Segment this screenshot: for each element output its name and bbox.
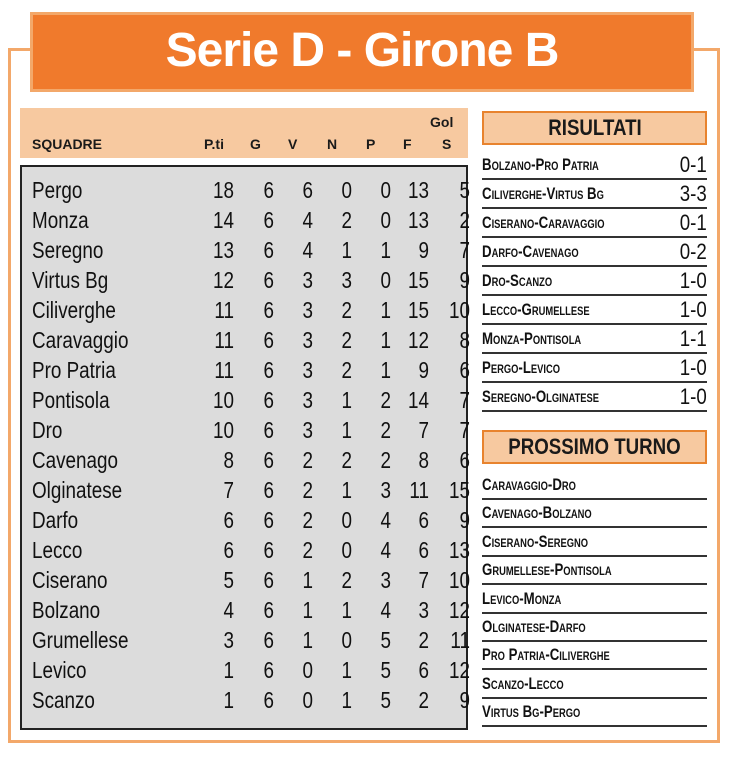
stat-v: 6 xyxy=(302,177,313,203)
stat-g: 6 xyxy=(263,597,274,623)
stat-p: 1 xyxy=(380,357,391,383)
result-row xyxy=(482,180,707,209)
stat-n: 1 xyxy=(341,477,352,503)
stat-p: 4 xyxy=(380,537,391,563)
stat-f: 11 xyxy=(409,477,429,503)
stat-p: 3 xyxy=(380,567,391,593)
stat-n: 2 xyxy=(341,357,352,383)
team-name: Seregno xyxy=(32,237,104,263)
fixture-row xyxy=(482,556,707,585)
stat-p: 4 xyxy=(380,507,391,533)
stat-pts: 1 xyxy=(223,687,234,713)
team-name: Bolzano xyxy=(32,597,101,623)
team-name: Monza xyxy=(32,207,89,233)
team-name: Grumellese xyxy=(32,627,129,653)
table-row xyxy=(22,205,470,235)
stat-f: 15 xyxy=(408,297,429,323)
result-match: Monza-Pontisola xyxy=(482,329,582,348)
stat-pts: 4 xyxy=(223,597,234,623)
stat-s: 7 xyxy=(459,417,470,443)
stat-n: 0 xyxy=(341,507,352,533)
stat-pts: 6 xyxy=(223,507,234,533)
result-score: 0-1 xyxy=(679,152,707,177)
stat-p: 2 xyxy=(380,417,391,443)
fixture-row xyxy=(482,641,707,670)
table-row xyxy=(22,235,470,265)
stat-n: 1 xyxy=(341,597,352,623)
table-row xyxy=(22,175,470,205)
result-match: Dro-Scanzo xyxy=(482,271,553,290)
results-title-box xyxy=(482,111,707,145)
fixture-match: Scanzo-Lecco xyxy=(482,673,564,693)
team-name: Levico xyxy=(32,657,87,683)
stat-pts: 12 xyxy=(213,267,234,293)
table-row xyxy=(22,415,470,445)
stat-n: 1 xyxy=(341,687,352,713)
stat-v: 3 xyxy=(302,417,313,443)
table-row xyxy=(22,625,470,655)
stat-g: 6 xyxy=(263,387,274,413)
stat-f: 7 xyxy=(418,417,429,443)
stat-s: 8 xyxy=(459,327,470,353)
result-row xyxy=(482,238,707,267)
stat-p: 1 xyxy=(380,237,391,263)
stat-pts: 11 xyxy=(214,297,234,323)
col-header-team: SQUADRE xyxy=(32,136,103,152)
stat-v: 1 xyxy=(302,567,313,593)
stat-p: 5 xyxy=(380,687,391,713)
team-name: Caravaggio xyxy=(32,327,129,353)
stat-n: 1 xyxy=(341,657,352,683)
result-row xyxy=(482,296,707,325)
stat-g: 6 xyxy=(263,657,274,683)
result-row xyxy=(482,354,707,383)
stat-g: 6 xyxy=(263,447,274,473)
stat-g: 6 xyxy=(263,417,274,443)
fixture-match: Grumellese-Pontisola xyxy=(482,560,612,580)
stat-f: 6 xyxy=(418,507,429,533)
page-title: Serie D - Girone B xyxy=(165,24,559,77)
stat-pts: 3 xyxy=(223,627,234,653)
table-row xyxy=(22,475,470,505)
stat-g: 6 xyxy=(263,537,274,563)
stat-s: 2 xyxy=(459,207,470,233)
result-match: Bolzano-Pro Patria xyxy=(482,155,599,174)
team-name: Ciserano xyxy=(32,567,108,593)
stat-v: 3 xyxy=(302,357,313,383)
stat-s: 7 xyxy=(459,387,470,413)
result-row xyxy=(482,267,707,296)
team-name: Lecco xyxy=(32,537,83,563)
stat-v: 2 xyxy=(302,507,313,533)
stat-n: 0 xyxy=(341,537,352,563)
stat-f: 8 xyxy=(418,447,429,473)
stat-f: 6 xyxy=(418,537,429,563)
fixture-row xyxy=(482,528,707,557)
stat-p: 1 xyxy=(380,297,391,323)
stat-s: 6 xyxy=(459,357,470,383)
stat-v: 3 xyxy=(302,297,313,323)
stat-p: 2 xyxy=(380,447,391,473)
table-row xyxy=(22,325,470,355)
stat-n: 2 xyxy=(341,297,352,323)
stat-n: 2 xyxy=(341,447,352,473)
stat-n: 1 xyxy=(341,237,352,263)
goals-group-header: Gol xyxy=(430,114,454,130)
stat-v: 3 xyxy=(302,327,313,353)
stat-s: 7 xyxy=(459,237,470,263)
stat-s: 9 xyxy=(459,267,470,293)
result-score: 0-2 xyxy=(679,239,707,264)
result-score: 1-1 xyxy=(679,326,707,351)
stat-f: 7 xyxy=(418,567,429,593)
stat-g: 6 xyxy=(263,267,274,293)
stat-s: 12 xyxy=(449,597,470,623)
title-banner xyxy=(30,12,694,92)
stat-v: 3 xyxy=(302,387,313,413)
stat-v: 1 xyxy=(302,627,313,653)
result-match: Darfo-Cavenago xyxy=(482,242,579,261)
team-name: Pontisola xyxy=(32,387,110,413)
col-header-ga: S xyxy=(442,136,452,152)
stat-v: 2 xyxy=(302,447,313,473)
stat-s: 10 xyxy=(449,297,470,323)
table-row xyxy=(22,595,470,625)
result-row xyxy=(482,383,707,412)
stat-n: 1 xyxy=(341,387,352,413)
next-round-title-box xyxy=(482,430,707,464)
col-header-lost: P xyxy=(366,136,376,152)
stat-s: 5 xyxy=(459,177,470,203)
result-row xyxy=(482,325,707,354)
col-header-drawn: N xyxy=(327,136,338,152)
fixture-row xyxy=(482,499,707,528)
team-name: Virtus Bg xyxy=(32,267,109,293)
col-header-gf: F xyxy=(403,136,412,152)
team-name: Ciliverghe xyxy=(32,297,116,323)
fixture-match: Cavenago-Bolzano xyxy=(482,503,592,523)
stat-s: 12 xyxy=(449,657,470,683)
stat-s: 6 xyxy=(459,447,470,473)
table-row xyxy=(22,385,470,415)
col-header-played: G xyxy=(250,136,261,152)
stat-g: 6 xyxy=(263,567,274,593)
stat-g: 6 xyxy=(263,327,274,353)
fixture-row xyxy=(482,698,707,727)
fixture-row xyxy=(482,471,707,500)
stat-f: 9 xyxy=(418,357,429,383)
stat-n: 2 xyxy=(341,207,352,233)
col-header-points: P.ti xyxy=(204,136,224,152)
result-row xyxy=(482,151,707,180)
stat-pts: 1 xyxy=(223,657,234,683)
fixture-match: Olginatese-Darfo xyxy=(482,617,586,636)
stat-v: 2 xyxy=(302,477,313,503)
stat-g: 6 xyxy=(263,237,274,263)
fixture-match: Caravaggio-Dro xyxy=(482,475,576,494)
result-match: Ciserano-Caravaggio xyxy=(482,213,605,232)
fixture-row xyxy=(482,670,707,699)
stat-v: 4 xyxy=(302,237,313,263)
team-name: Darfo xyxy=(32,507,79,533)
col-header-won: V xyxy=(288,136,298,152)
team-name: Dro xyxy=(32,417,63,443)
stat-p: 3 xyxy=(380,477,391,503)
stat-s: 11 xyxy=(450,627,470,653)
stat-s: 13 xyxy=(449,537,470,563)
stat-s: 10 xyxy=(449,567,470,593)
table-row xyxy=(22,535,470,565)
stat-f: 2 xyxy=(418,627,429,653)
next-round-title: PROSSIMO TURNO xyxy=(508,434,681,459)
stat-p: 0 xyxy=(380,267,391,293)
stat-n: 0 xyxy=(341,627,352,653)
stat-p: 0 xyxy=(380,177,391,203)
stat-n: 2 xyxy=(341,567,352,593)
team-name: Pro Patria xyxy=(32,357,116,383)
results-title: RISULTATI xyxy=(547,115,642,140)
fixture-match: Levico-Monza xyxy=(482,588,562,608)
stat-f: 13 xyxy=(408,207,429,233)
result-score: 1-0 xyxy=(679,355,707,380)
stat-g: 6 xyxy=(263,357,274,383)
stat-pts: 10 xyxy=(213,417,234,443)
team-name: Pergo xyxy=(32,177,83,203)
stat-pts: 18 xyxy=(213,177,234,203)
stat-f: 3 xyxy=(418,597,429,623)
stat-p: 1 xyxy=(380,327,391,353)
stat-v: 0 xyxy=(302,657,313,683)
stat-g: 6 xyxy=(263,477,274,503)
stat-v: 1 xyxy=(302,597,313,623)
stat-v: 3 xyxy=(302,267,313,293)
stat-g: 6 xyxy=(263,177,274,203)
table-row xyxy=(22,565,470,595)
stat-p: 2 xyxy=(380,387,391,413)
result-score: 1-0 xyxy=(679,297,707,322)
stat-g: 6 xyxy=(263,627,274,653)
fixture-match: Pro Patria-Ciliverghe xyxy=(482,645,610,665)
stat-pts: 13 xyxy=(213,237,234,263)
result-score: 1-0 xyxy=(679,268,707,293)
result-match: Lecco-Grumellese xyxy=(482,300,590,319)
stat-s: 9 xyxy=(459,507,470,533)
stat-g: 6 xyxy=(263,687,274,713)
stat-n: 3 xyxy=(341,267,352,293)
table-row xyxy=(22,505,470,535)
stat-p: 5 xyxy=(380,627,391,653)
fixture-match: Virtus Bg-Pergo xyxy=(482,702,581,722)
team-name: Olginatese xyxy=(32,477,123,503)
stat-p: 0 xyxy=(380,207,391,233)
stat-s: 9 xyxy=(459,687,470,713)
stat-pts: 11 xyxy=(214,357,234,383)
result-score: 3-3 xyxy=(679,181,707,206)
stat-f: 2 xyxy=(418,687,429,713)
stat-n: 2 xyxy=(341,327,352,353)
stat-pts: 14 xyxy=(213,207,234,233)
stat-n: 1 xyxy=(341,417,352,443)
stat-g: 6 xyxy=(263,297,274,323)
team-name: Scanzo xyxy=(32,687,95,713)
stat-pts: 10 xyxy=(213,387,234,413)
result-match: Seregno-Olginatese xyxy=(482,387,600,406)
stat-pts: 8 xyxy=(223,447,234,473)
stat-g: 6 xyxy=(263,207,274,233)
fixture-match: Ciserano-Seregno xyxy=(482,531,589,551)
result-score: 1-0 xyxy=(679,384,707,409)
stat-v: 2 xyxy=(302,537,313,563)
result-score: 0-1 xyxy=(679,210,707,235)
stat-n: 0 xyxy=(341,177,352,203)
stat-f: 12 xyxy=(408,327,429,353)
stat-v: 0 xyxy=(302,687,313,713)
stat-v: 4 xyxy=(302,207,313,233)
stat-s: 15 xyxy=(449,477,470,503)
result-row xyxy=(482,209,707,238)
result-match: Pergo-Levico xyxy=(482,358,561,377)
table-row xyxy=(22,355,470,385)
stat-p: 5 xyxy=(380,657,391,683)
result-match: Ciliverghe-Virtus Bg xyxy=(482,184,604,203)
stat-pts: 6 xyxy=(223,537,234,563)
table-row xyxy=(22,265,470,295)
table-row xyxy=(22,445,470,475)
table-row xyxy=(22,685,470,715)
stat-f: 6 xyxy=(418,657,429,683)
stat-f: 14 xyxy=(408,387,429,413)
stat-f: 9 xyxy=(418,237,429,263)
standings-header xyxy=(20,108,468,158)
stat-f: 13 xyxy=(408,177,429,203)
fixture-row xyxy=(482,585,707,614)
stat-pts: 5 xyxy=(223,567,234,593)
table-row xyxy=(22,295,470,325)
stat-pts: 7 xyxy=(223,477,234,503)
standings-table xyxy=(20,165,468,730)
stat-pts: 11 xyxy=(214,327,234,353)
stat-f: 15 xyxy=(408,267,429,293)
fixture-row xyxy=(482,613,707,642)
table-row xyxy=(22,655,470,685)
stat-p: 4 xyxy=(380,597,391,623)
team-name: Cavenago xyxy=(32,447,118,473)
stat-g: 6 xyxy=(263,507,274,533)
